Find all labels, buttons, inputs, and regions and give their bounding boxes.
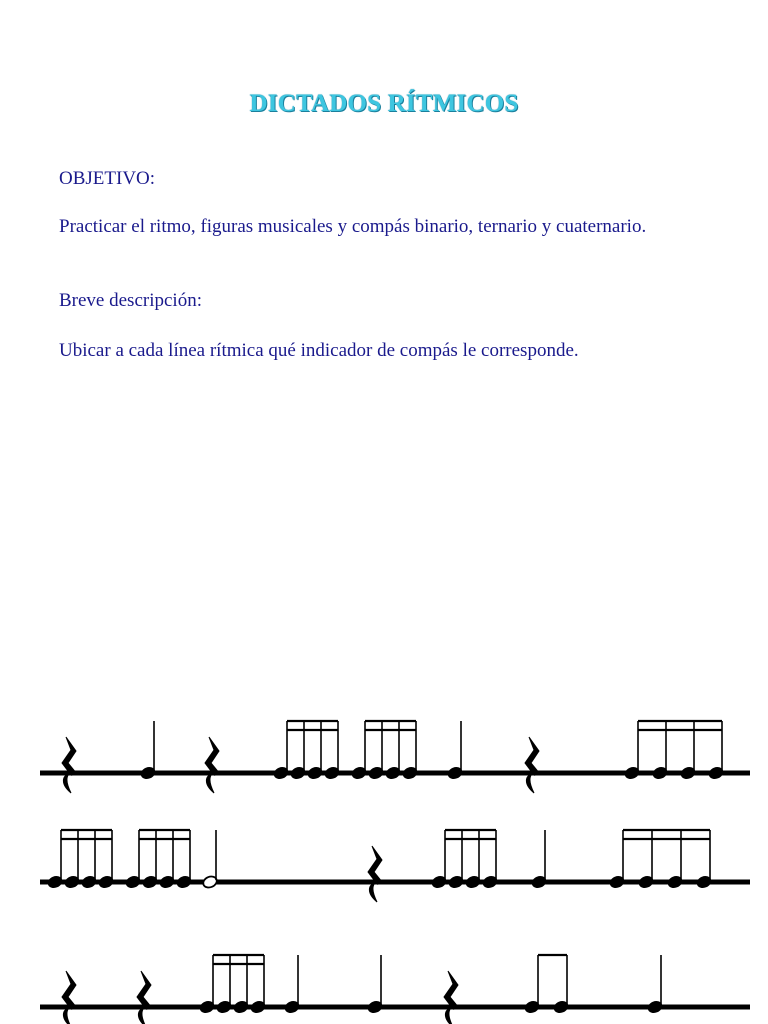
rhythm-line-2	[40, 830, 750, 902]
quarter-rest-symbol	[444, 971, 459, 1024]
description-heading: Breve descripción:	[59, 290, 202, 311]
quarter-rest-symbol	[525, 737, 540, 793]
rhythm-line-1	[40, 721, 750, 793]
quarter-rest-symbol	[368, 846, 383, 902]
quarter-rest-symbol	[62, 737, 77, 793]
quarter-rest-symbol	[62, 971, 77, 1024]
quarter-rest-symbol	[137, 971, 152, 1024]
objective-heading: OBJETIVO:	[59, 168, 156, 189]
objective-text: Practicar el ritmo, figuras musicales y compás binario, ternario y cuaternario.	[59, 216, 647, 237]
page-title: DICTADOS RÍTMICOS	[249, 90, 519, 117]
quarter-rest-symbol	[205, 737, 220, 793]
rhythm-line-3	[40, 955, 750, 1024]
description-text: Ubicar a cada línea rítmica qué indicador de compás le corresponde.	[59, 340, 579, 361]
